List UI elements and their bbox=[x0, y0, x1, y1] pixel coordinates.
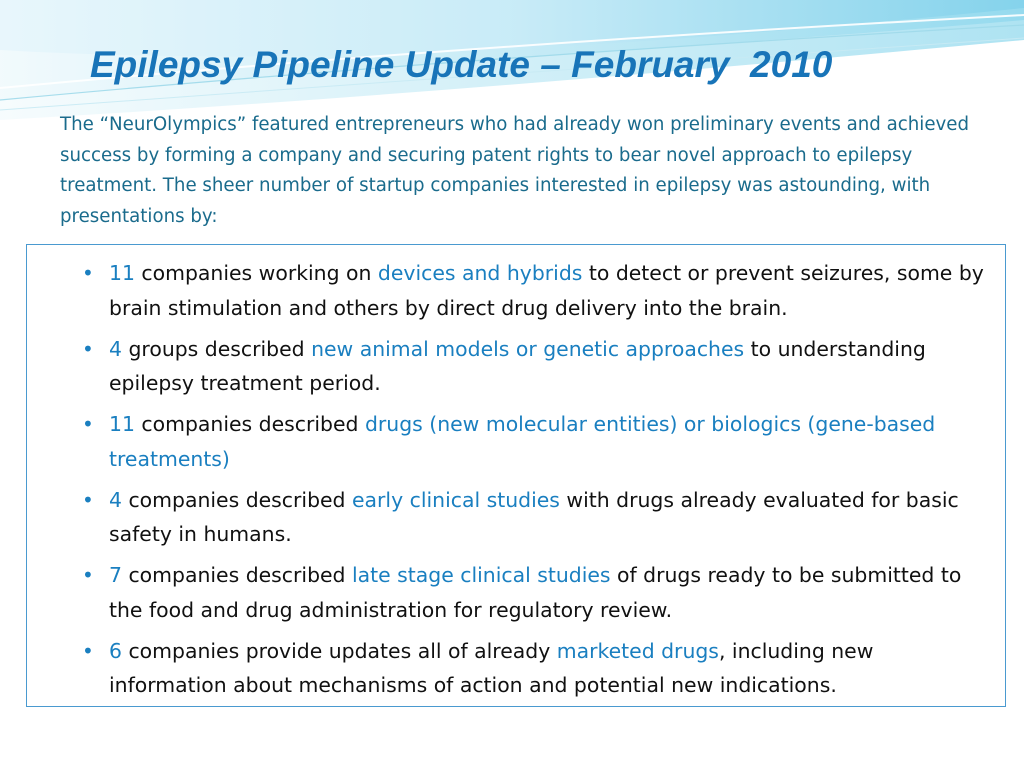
bullet-count: 6 bbox=[109, 638, 122, 663]
bullet-highlight: devices and hybrids bbox=[377, 261, 583, 285]
bullet-item bbox=[27, 634, 991, 703]
bullet-highlight: marketed drugs bbox=[556, 638, 719, 663]
bullet-item bbox=[27, 256, 991, 325]
bullet-item bbox=[27, 407, 991, 476]
bullet-box bbox=[26, 244, 1006, 707]
bullet-count: 7 bbox=[109, 563, 122, 587]
bullet-dot-icon: • bbox=[82, 638, 94, 663]
bullet-item bbox=[27, 332, 991, 401]
bullet-text: to detect or prevent seizures, some by brain stimulation and others by direct drug delivery into the brain. bbox=[109, 261, 984, 320]
bullet-highlight: early clinical studies bbox=[351, 487, 560, 512]
bullet-text: of drugs ready to be submitted to the food and drug administration for regulatory review. bbox=[109, 563, 962, 622]
bullet-count: 4 bbox=[109, 336, 122, 361]
bullet-text: companies described bbox=[121, 487, 352, 512]
bullet-highlight: drugs (new molecular entities) or biologics (gene-based treatments) bbox=[109, 412, 936, 471]
bullet-highlight: new animal models or genetic approaches bbox=[311, 336, 745, 361]
bullet-text: companies described bbox=[121, 563, 352, 587]
bullet-dot-icon: • bbox=[82, 336, 94, 361]
bullet-list bbox=[27, 245, 1005, 703]
bullet-text: companies working on bbox=[134, 261, 378, 285]
bullet-item bbox=[27, 483, 991, 552]
bullet-text: groups described bbox=[121, 336, 312, 361]
bullet-count: 4 bbox=[109, 487, 122, 512]
bullet-dot-icon: • bbox=[82, 412, 94, 436]
bullet-dot-icon: • bbox=[82, 261, 94, 285]
bullet-text: , including new information about mechanisms of action and potential new indications. bbox=[109, 638, 874, 697]
slide-title: Epilepsy Pipeline Update – February 2010 bbox=[90, 44, 833, 85]
bullet-highlight: late stage clinical studies bbox=[351, 563, 611, 587]
bullet-text: companies provide updates all of already bbox=[121, 638, 557, 663]
intro-paragraph: The “NeurOlympics” featured entrepreneurs who had already won preliminary events and achieved success by forming a company and securing patent rights to bear novel approach to epilepsy treatment. The sheer number of startup companies interested in epilepsy was astounding, with presentations by: bbox=[60, 114, 970, 227]
bullet-count: 11 bbox=[109, 261, 135, 285]
bullet-count: 11 bbox=[109, 412, 135, 436]
bullet-text: with drugs already evaluated for basic safety in humans. bbox=[109, 487, 959, 546]
bullet-dot-icon: • bbox=[82, 487, 94, 512]
bullet-dot-icon: • bbox=[82, 563, 94, 587]
bullet-item bbox=[27, 558, 991, 627]
bullet-text: to understanding epilepsy treatment period. bbox=[109, 336, 926, 395]
bullet-text: companies described bbox=[134, 412, 365, 436]
